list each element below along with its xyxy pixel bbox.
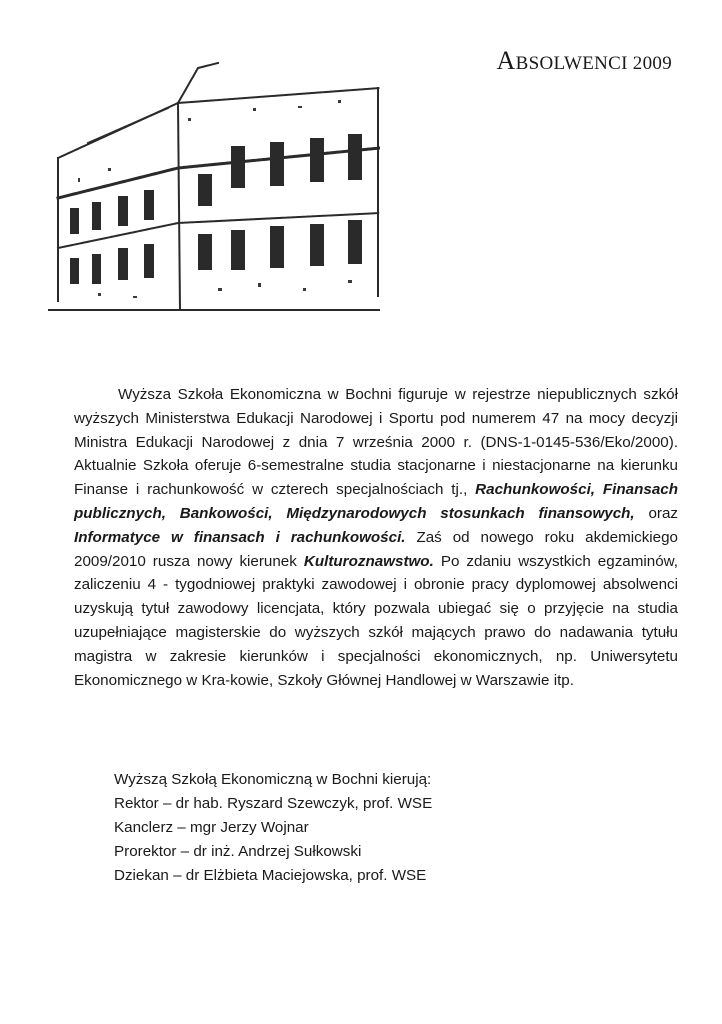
- leadership-heading: Wyższą Szkołą Ekonomiczną w Bochni kierują:: [114, 771, 432, 788]
- leadership-list: [114, 768, 432, 888]
- leadership-dean: Dziekan – dr Elżbieta Maciejowska, prof. WSE: [114, 867, 427, 884]
- intro-text-4: Po zdaniu wszystkich egzaminów, zaliczeniu 4 - tygodniowej praktyki zawodowej i obronie pracy dyplomowej absolwenci uzyskują tytuł zawodowy licencjata, który pozwala ubiegać się o przyjęcie na studia uzupełniające magisterskie do wyższych szkół mających prawo do nadawania tytułu magistra w zakresie kierunków i specjalności ekonomicznych, np. Uniwersytetu Ekonomicznego w Kra-kowie, Szkoły Głównej Handlowej w Warszawie itp.: [74, 552, 678, 689]
- new-program-emphasis: Kulturoznawstwo.: [303, 552, 434, 570]
- school-building-illustration: [48, 48, 380, 313]
- leadership-prorector: Prorektor – dr inż. Andrzej Sułkowski: [114, 843, 362, 860]
- header-title-rest: BSOLWENCI 2009: [515, 53, 672, 74]
- specialization-it-emphasis: Informatyce w finansach i rachunkowości.: [74, 528, 406, 546]
- header-title-initial: A: [496, 46, 516, 75]
- leadership-rector: Rektor – dr hab. Ryszard Szewczyk, prof. WSE: [114, 795, 433, 812]
- intro-paragraph: [74, 383, 678, 692]
- intro-text-2: oraz: [634, 504, 679, 522]
- page-header-title: [497, 46, 672, 76]
- specializations-emphasis: Rachunkowości, Finansach publicznych, Bankowości, Międzynarodowych stosunkach finansowych,: [74, 481, 678, 522]
- leadership-chancellor: Kanclerz – mgr Jerzy Wojnar: [114, 819, 309, 836]
- intro-text-3: Zaś od nowego roku akdemickiego 2009/2010 rusza nowy kierunek: [74, 528, 678, 570]
- intro-text-1: Wyższa Szkoła Ekonomiczna w Bochni figuruje w rejestrze niepublicznych szkół wyższych Ministerstwa Edukacji Narodowej i Sportu pod numerem 47 na mocy decyzji Ministra Edukacji Narodowej z dnia 7 września 2000 r. (DNS-1-0145-536/Eko/2000). Aktualnie Szkoła oferuje 6-semestralne studia stacjonarne i niestacjonarne na kierunku Finanse i rachunkowość w czterech specjalnościach tj.,: [74, 386, 678, 499]
